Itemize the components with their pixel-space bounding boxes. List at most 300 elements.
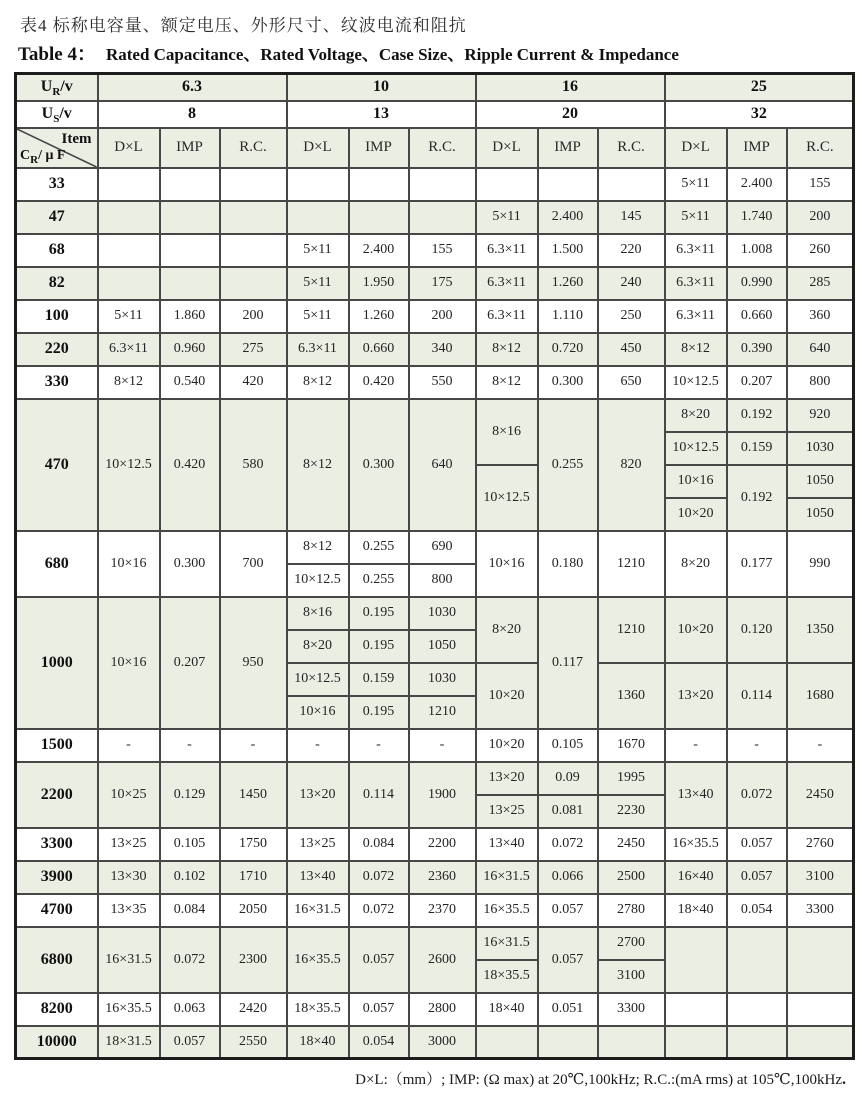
cell-25v-imp: 0.072	[727, 762, 787, 828]
cell-16v-dxl: 8×16	[476, 399, 538, 465]
cell-16v-imp: 0.117	[538, 597, 598, 729]
cell-25v-rc: 990	[787, 531, 854, 597]
header-dxl-6-3v: D×L	[98, 128, 160, 168]
cell-25v-dxl: -	[665, 729, 727, 762]
cell-6-3v-dxl: 16×35.5	[98, 993, 160, 1026]
cell-10v-dxl: 18×40	[287, 1026, 349, 1059]
capacitance-value-cell: 8200	[16, 993, 98, 1026]
cell-10v-rc: 2360	[409, 861, 476, 894]
cell-16v-imp: 1.500	[538, 234, 598, 267]
row-68	[16, 234, 854, 267]
cell-16v-dxl: 16×35.5	[476, 894, 538, 927]
capacitance-value-cell: 3300	[16, 828, 98, 861]
cell-10v-rc: 2600	[409, 927, 476, 993]
item-capacitance-header-cell	[16, 128, 98, 168]
cell-10v-imp: 0.255	[349, 564, 409, 597]
capacitance-value-cell: 3900	[16, 861, 98, 894]
cell-16v-imp: 0.720	[538, 333, 598, 366]
capacitance-value-cell: 220	[16, 333, 98, 366]
cell-16v-rc: 220	[598, 234, 665, 267]
cell-16v-imp: 0.057	[538, 927, 598, 993]
cell-6-3v-dxl: 18×31.5	[98, 1026, 160, 1059]
cell-10v-rc	[409, 168, 476, 201]
cell-16v-imp: 0.105	[538, 729, 598, 762]
cell-25v-dxl: 10×16	[665, 465, 727, 498]
item-label: Item	[61, 130, 92, 147]
cell-16v-rc: 2500	[598, 861, 665, 894]
cell-25v-rc: 3100	[787, 861, 854, 894]
cell-6-3v-rc: 1750	[220, 828, 287, 861]
cell-25v-imp: 0.054	[727, 894, 787, 927]
cell-16v-dxl: 6.3×11	[476, 267, 538, 300]
capacitance-value-cell: 2200	[16, 762, 98, 828]
cell-10v-rc: 3000	[409, 1026, 476, 1059]
cell-25v-imp: 0.192	[727, 465, 787, 531]
cell-16v-dxl: 18×35.5	[476, 960, 538, 993]
row-4700	[16, 894, 854, 927]
cell-10v-dxl: 10×16	[287, 696, 349, 729]
row-330	[16, 366, 854, 399]
cell-6-3v-imp: 0.300	[160, 531, 220, 597]
cell-6-3v-rc	[220, 168, 287, 201]
symbol-text: U	[40, 78, 53, 96]
capacitance-value-cell: 47	[16, 201, 98, 234]
cell-16v-dxl: 10×20	[476, 729, 538, 762]
cell-25v-dxl: 16×40	[665, 861, 727, 894]
cell-10v-rc	[409, 201, 476, 234]
surge-voltage-13: 13	[287, 101, 476, 128]
cell-16v-dxl: 5×11	[476, 201, 538, 234]
cell-16v-dxl: 10×20	[476, 663, 538, 729]
cell-25v-rc: 2760	[787, 828, 854, 861]
cell-6-3v-dxl: 10×12.5	[98, 399, 160, 531]
cell-10v-rc: 1030	[409, 663, 476, 696]
table-title-zh: 表4 标称电容量、额定电压、外形尺寸、纹波电流和阻抗	[20, 16, 467, 35]
cell-10v-rc: 690	[409, 531, 476, 564]
row-2200-sub1	[16, 762, 854, 795]
cell-10v-imp: 0.195	[349, 630, 409, 663]
cell-25v-imp: 0.120	[727, 597, 787, 663]
symbol-text: C	[20, 147, 31, 163]
row-220	[16, 333, 854, 366]
cell-25v-dxl: 16×35.5	[665, 828, 727, 861]
cell-25v-dxl	[665, 1026, 727, 1059]
cell-6-3v-imp: -	[160, 729, 220, 762]
row-10000	[16, 1026, 854, 1059]
cell-10v-dxl: 18×35.5	[287, 993, 349, 1026]
header-rc-6-3v: R.C.	[220, 128, 287, 168]
cell-16v-dxl: 13×20	[476, 762, 538, 795]
cell-6-3v-imp: 0.960	[160, 333, 220, 366]
cell-6-3v-imp	[160, 267, 220, 300]
cell-16v-imp	[538, 1026, 598, 1059]
cell-10v-dxl: 13×25	[287, 828, 349, 861]
capacitance-value-cell: 1000	[16, 597, 98, 729]
cell-16v-rc: 820	[598, 399, 665, 531]
cell-6-3v-imp	[160, 168, 220, 201]
cell-6-3v-dxl	[98, 234, 160, 267]
cell-10v-dxl: 8×12	[287, 399, 349, 531]
column-header-row	[16, 128, 854, 168]
header-imp-10v: IMP	[349, 128, 409, 168]
cell-16v-dxl: 8×12	[476, 333, 538, 366]
cell-25v-rc: 285	[787, 267, 854, 300]
cell-10v-rc: 1900	[409, 762, 476, 828]
cell-10v-imp: 0.084	[349, 828, 409, 861]
cell-16v-rc: 1210	[598, 531, 665, 597]
cell-10v-dxl: 8×12	[287, 531, 349, 564]
capacitance-value-cell: 33	[16, 168, 98, 201]
cell-10v-imp: 0.420	[349, 366, 409, 399]
cell-10v-dxl	[287, 168, 349, 201]
row-100	[16, 300, 854, 333]
cell-10v-imp: 0.300	[349, 399, 409, 531]
header-rc-10v: R.C.	[409, 128, 476, 168]
row-3900	[16, 861, 854, 894]
cell-25v-rc: 155	[787, 168, 854, 201]
cell-16v-rc: 2450	[598, 828, 665, 861]
cell-25v-rc	[787, 1026, 854, 1059]
cell-25v-rc: 1680	[787, 663, 854, 729]
cell-25v-imp: 0.057	[727, 828, 787, 861]
cell-6-3v-rc: 420	[220, 366, 287, 399]
cell-6-3v-rc	[220, 267, 287, 300]
cell-6-3v-dxl: 13×30	[98, 861, 160, 894]
capacitance-value-cell: 1500	[16, 729, 98, 762]
row-680-sub1	[16, 531, 854, 564]
cell-25v-imp	[727, 1026, 787, 1059]
cell-16v-rc: 1360	[598, 663, 665, 729]
cell-16v-dxl: 13×25	[476, 795, 538, 828]
cell-25v-dxl: 6.3×11	[665, 267, 727, 300]
table-number-label: Table 4：	[18, 44, 96, 65]
cell-10v-imp: -	[349, 729, 409, 762]
cell-6-3v-rc: 1450	[220, 762, 287, 828]
cell-16v-imp: 0.255	[538, 399, 598, 531]
cell-6-3v-rc: 700	[220, 531, 287, 597]
cell-6-3v-imp: 0.072	[160, 927, 220, 993]
cell-25v-rc: 200	[787, 201, 854, 234]
cell-25v-dxl: 10×20	[665, 597, 727, 663]
cell-25v-rc: -	[787, 729, 854, 762]
cell-10v-imp: 2.400	[349, 234, 409, 267]
cell-25v-dxl: 6.3×11	[665, 300, 727, 333]
cell-25v-imp: 0.177	[727, 531, 787, 597]
cell-16v-dxl: 10×12.5	[476, 465, 538, 531]
capacitance-value-cell: 470	[16, 399, 98, 531]
row-47	[16, 201, 854, 234]
cell-25v-rc	[787, 993, 854, 1026]
cell-10v-dxl	[287, 201, 349, 234]
cell-25v-imp: 0.114	[727, 663, 787, 729]
rated-voltage-25: 25	[665, 74, 854, 101]
cell-10v-imp: 0.057	[349, 993, 409, 1026]
cell-10v-imp: 0.195	[349, 597, 409, 630]
cell-6-3v-rc	[220, 234, 287, 267]
cell-10v-dxl: 13×40	[287, 861, 349, 894]
capacitance-value-cell: 680	[16, 531, 98, 597]
cell-25v-dxl: 13×20	[665, 663, 727, 729]
cell-10v-imp: 0.159	[349, 663, 409, 696]
cell-6-3v-rc: 2420	[220, 993, 287, 1026]
cell-16v-rc: 3100	[598, 960, 665, 993]
cell-10v-rc: 1050	[409, 630, 476, 663]
cell-10v-rc: 640	[409, 399, 476, 531]
cell-16v-imp: 0.066	[538, 861, 598, 894]
cell-25v-rc: 1050	[787, 465, 854, 498]
cell-6-3v-dxl: 13×25	[98, 828, 160, 861]
cell-6-3v-rc: 2550	[220, 1026, 287, 1059]
cell-16v-rc: 145	[598, 201, 665, 234]
cell-16v-dxl: 8×12	[476, 366, 538, 399]
cell-16v-imp: 0.09	[538, 762, 598, 795]
cell-10v-imp: 0.057	[349, 927, 409, 993]
cell-25v-rc: 260	[787, 234, 854, 267]
cell-16v-rc: 1210	[598, 597, 665, 663]
header-dxl-25v: D×L	[665, 128, 727, 168]
cell-6-3v-imp: 0.057	[160, 1026, 220, 1059]
cell-6-3v-imp: 0.102	[160, 861, 220, 894]
cell-25v-dxl: 6.3×11	[665, 234, 727, 267]
cell-16v-dxl: 6.3×11	[476, 234, 538, 267]
cell-6-3v-dxl	[98, 267, 160, 300]
rated-voltage-10: 10	[287, 74, 476, 101]
capacitance-value-cell: 10000	[16, 1026, 98, 1059]
cell-10v-rc: 1030	[409, 597, 476, 630]
cell-25v-rc: 920	[787, 399, 854, 432]
cell-25v-rc: 640	[787, 333, 854, 366]
capacitance-value-cell: 6800	[16, 927, 98, 993]
cell-6-3v-rc: 2300	[220, 927, 287, 993]
cell-6-3v-imp: 0.063	[160, 993, 220, 1026]
cell-25v-rc: 3300	[787, 894, 854, 927]
header-imp-6-3v: IMP	[160, 128, 220, 168]
rated-voltage-label	[16, 74, 98, 101]
cell-10v-dxl: -	[287, 729, 349, 762]
cell-16v-rc: 2780	[598, 894, 665, 927]
cell-25v-dxl: 5×11	[665, 201, 727, 234]
cell-10v-rc: 800	[409, 564, 476, 597]
cell-16v-imp: 0.072	[538, 828, 598, 861]
cell-16v-dxl: 6.3×11	[476, 300, 538, 333]
cell-10v-dxl: 10×12.5	[287, 663, 349, 696]
cell-25v-imp: 0.159	[727, 432, 787, 465]
cell-16v-rc: 2230	[598, 795, 665, 828]
header-dxl-16v: D×L	[476, 128, 538, 168]
cell-16v-rc: 1995	[598, 762, 665, 795]
cell-10v-rc: 340	[409, 333, 476, 366]
cell-25v-imp	[727, 993, 787, 1026]
cell-10v-dxl: 10×12.5	[287, 564, 349, 597]
cell-25v-imp: 0.057	[727, 861, 787, 894]
cell-16v-imp: 0.081	[538, 795, 598, 828]
cell-6-3v-rc: 2050	[220, 894, 287, 927]
cell-25v-rc: 1350	[787, 597, 854, 663]
cell-25v-rc: 2450	[787, 762, 854, 828]
cell-6-3v-dxl: 10×25	[98, 762, 160, 828]
cell-10v-imp	[349, 201, 409, 234]
cell-16v-rc: 240	[598, 267, 665, 300]
cell-10v-dxl: 5×11	[287, 300, 349, 333]
cell-6-3v-dxl: 10×16	[98, 531, 160, 597]
cell-6-3v-imp: 0.207	[160, 597, 220, 729]
cell-10v-dxl: 5×11	[287, 267, 349, 300]
cell-16v-rc: 250	[598, 300, 665, 333]
cell-16v-rc: 450	[598, 333, 665, 366]
cell-16v-dxl: 10×16	[476, 531, 538, 597]
cell-25v-rc: 360	[787, 300, 854, 333]
cell-10v-rc: 2800	[409, 993, 476, 1026]
cell-16v-imp: 1.260	[538, 267, 598, 300]
row-33	[16, 168, 854, 201]
cell-6-3v-dxl: 5×11	[98, 300, 160, 333]
cell-25v-rc: 1030	[787, 432, 854, 465]
cell-25v-dxl: 18×40	[665, 894, 727, 927]
subscript-text: R	[30, 153, 39, 166]
cell-25v-imp: 1.008	[727, 234, 787, 267]
units-footnote	[0, 1068, 846, 1089]
cell-6-3v-rc: 1710	[220, 861, 287, 894]
capacitance-value-cell: 4700	[16, 894, 98, 927]
cell-6-3v-rc: -	[220, 729, 287, 762]
surge-voltage-label	[16, 101, 98, 128]
cell-6-3v-rc: 580	[220, 399, 287, 531]
row-8200	[16, 993, 854, 1026]
cell-6-3v-imp: 1.860	[160, 300, 220, 333]
table-title-en	[0, 36, 862, 66]
row-82	[16, 267, 854, 300]
cell-16v-dxl: 8×20	[476, 597, 538, 663]
table-title-en-text: Rated Capacitance、Rated Voltage、Case Size、Ripple Current & Impedance	[105, 45, 679, 64]
cell-25v-imp	[727, 927, 787, 993]
row-3300	[16, 828, 854, 861]
cell-16v-imp: 0.051	[538, 993, 598, 1026]
units-footnote-period: .	[842, 1071, 846, 1088]
capacitance-value-cell: 330	[16, 366, 98, 399]
cell-6-3v-dxl: 8×12	[98, 366, 160, 399]
cell-6-3v-imp: 0.540	[160, 366, 220, 399]
cell-25v-imp: 0.390	[727, 333, 787, 366]
header-rc-25v: R.C.	[787, 128, 854, 168]
cell-6-3v-dxl	[98, 168, 160, 201]
cell-10v-dxl: 8×12	[287, 366, 349, 399]
cell-16v-imp	[538, 168, 598, 201]
cell-25v-dxl: 10×12.5	[665, 432, 727, 465]
cell-6-3v-dxl: 13×35	[98, 894, 160, 927]
capacitance-value-cell: 100	[16, 300, 98, 333]
cell-10v-rc: 2370	[409, 894, 476, 927]
cell-10v-rc: 175	[409, 267, 476, 300]
rated-voltage-16: 16	[476, 74, 665, 101]
symbol-text: /v	[59, 105, 72, 122]
cell-6-3v-dxl: 6.3×11	[98, 333, 160, 366]
cell-6-3v-imp: 0.420	[160, 399, 220, 531]
cell-10v-rc: 2200	[409, 828, 476, 861]
cell-10v-imp: 0.255	[349, 531, 409, 564]
cell-6-3v-rc	[220, 201, 287, 234]
cell-16v-dxl	[476, 168, 538, 201]
cell-25v-imp: 1.740	[727, 201, 787, 234]
cell-25v-dxl: 13×40	[665, 762, 727, 828]
cell-10v-rc: 550	[409, 366, 476, 399]
cell-10v-dxl: 16×31.5	[287, 894, 349, 927]
subscript-text: R	[52, 86, 61, 99]
cell-10v-imp: 0.195	[349, 696, 409, 729]
cell-25v-dxl: 8×20	[665, 531, 727, 597]
cell-16v-dxl: 13×40	[476, 828, 538, 861]
cell-25v-imp: 2.400	[727, 168, 787, 201]
cell-16v-rc: 2700	[598, 927, 665, 960]
capacitance-symbol-label	[20, 148, 65, 164]
units-footnote-text: D×L:（mm）; IMP: (Ω max) at 20℃,100kHz; R.C.:(mA rms) at 105℃,100kHz	[355, 1072, 842, 1088]
cell-25v-imp: 0.660	[727, 300, 787, 333]
surge-voltage-row	[16, 101, 854, 128]
symbol-text: U	[41, 105, 54, 122]
cell-6-3v-imp	[160, 201, 220, 234]
cell-6-3v-imp: 0.105	[160, 828, 220, 861]
cell-6-3v-dxl: 10×16	[98, 597, 160, 729]
cell-6-3v-dxl: 16×31.5	[98, 927, 160, 993]
capacitance-value-cell: 82	[16, 267, 98, 300]
cell-10v-imp: 0.072	[349, 894, 409, 927]
header-rc-16v: R.C.	[598, 128, 665, 168]
cell-10v-imp: 0.072	[349, 861, 409, 894]
symbol-text: / μ F	[38, 147, 66, 163]
cell-10v-rc: -	[409, 729, 476, 762]
row-1500	[16, 729, 854, 762]
cell-6-3v-dxl	[98, 201, 160, 234]
cell-16v-dxl: 16×31.5	[476, 927, 538, 960]
cell-25v-dxl: 8×20	[665, 399, 727, 432]
symbol-text: /v	[60, 78, 73, 96]
cell-10v-rc: 1210	[409, 696, 476, 729]
rated-voltage-row	[16, 74, 854, 101]
header-dxl-10v: D×L	[287, 128, 349, 168]
cell-6-3v-rc: 275	[220, 333, 287, 366]
cell-25v-dxl: 8×12	[665, 333, 727, 366]
cell-10v-imp: 1.950	[349, 267, 409, 300]
cell-6-3v-rc: 200	[220, 300, 287, 333]
cell-25v-imp: -	[727, 729, 787, 762]
cell-16v-imp: 2.400	[538, 201, 598, 234]
cell-25v-rc: 1050	[787, 498, 854, 531]
cell-25v-imp: 0.990	[727, 267, 787, 300]
cell-10v-dxl: 16×35.5	[287, 927, 349, 993]
surge-voltage-32: 32	[665, 101, 854, 128]
cell-16v-imp: 0.180	[538, 531, 598, 597]
cell-10v-rc: 200	[409, 300, 476, 333]
cell-6-3v-dxl: -	[98, 729, 160, 762]
cell-16v-imp: 0.300	[538, 366, 598, 399]
rated-voltage-6-3: 6.3	[98, 74, 287, 101]
cell-16v-rc	[598, 168, 665, 201]
ripple-current-impedance-table	[14, 72, 855, 1060]
cell-25v-dxl: 10×20	[665, 498, 727, 531]
cell-10v-dxl: 5×11	[287, 234, 349, 267]
cell-25v-imp: 0.192	[727, 399, 787, 432]
surge-voltage-8: 8	[98, 101, 287, 128]
cell-10v-dxl: 8×20	[287, 630, 349, 663]
cell-16v-dxl: 18×40	[476, 993, 538, 1026]
cell-16v-dxl	[476, 1026, 538, 1059]
cell-16v-rc: 650	[598, 366, 665, 399]
cell-25v-dxl: 5×11	[665, 168, 727, 201]
cell-25v-imp: 0.207	[727, 366, 787, 399]
cell-10v-imp: 0.660	[349, 333, 409, 366]
cell-10v-rc: 155	[409, 234, 476, 267]
cell-6-3v-imp: 0.129	[160, 762, 220, 828]
cell-10v-imp: 0.054	[349, 1026, 409, 1059]
